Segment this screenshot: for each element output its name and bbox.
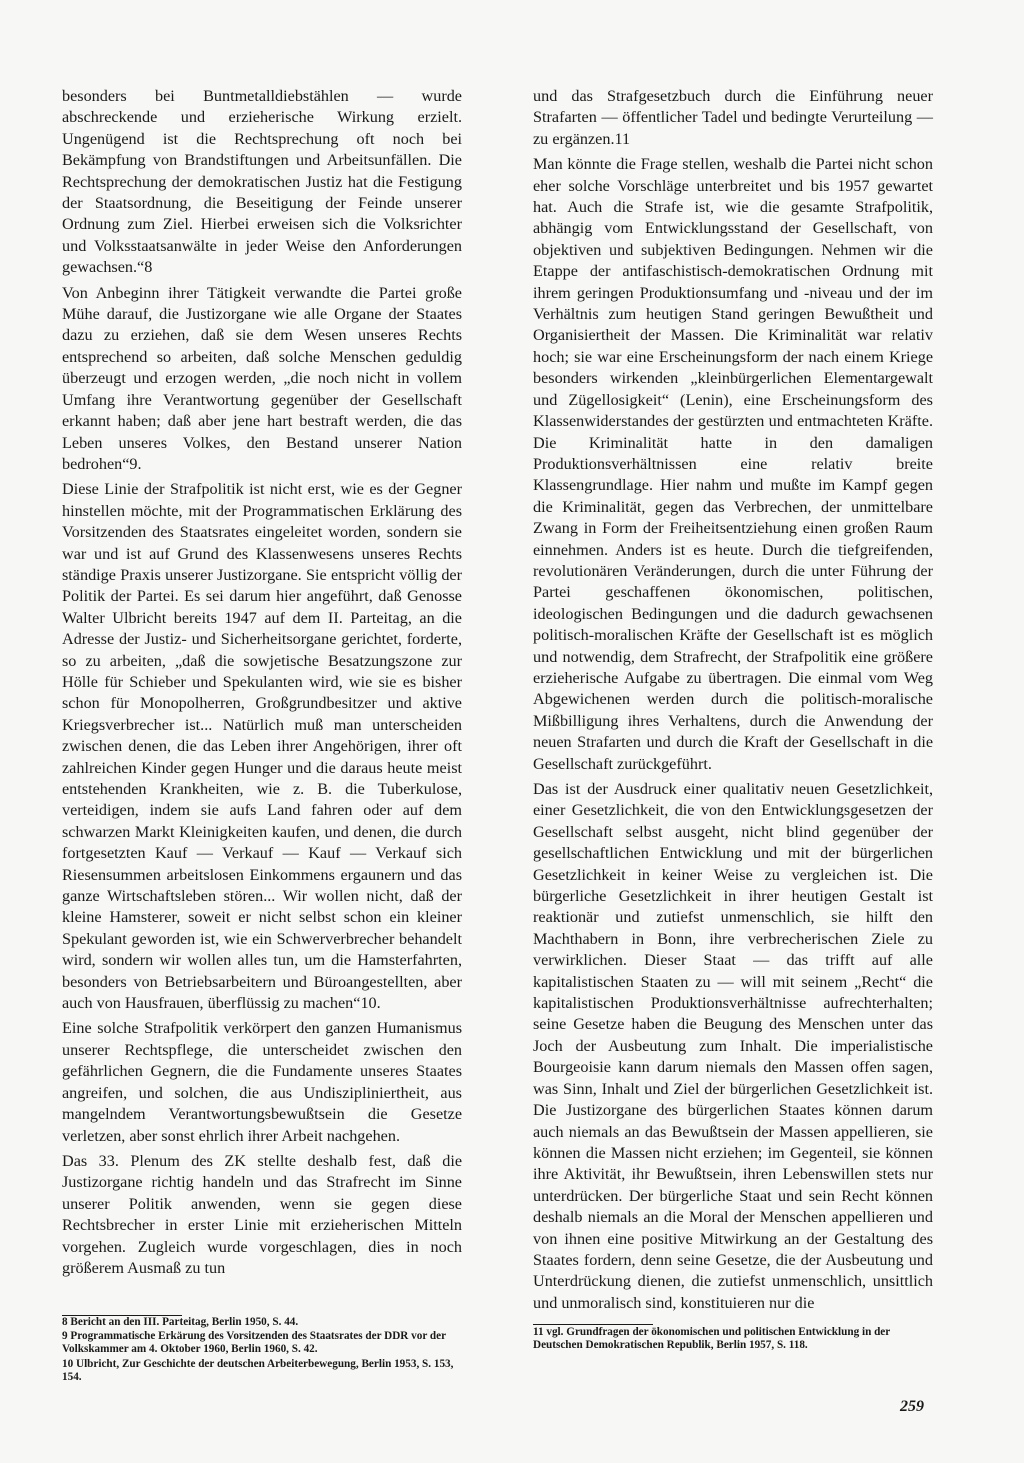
- footnotes-right: [533, 1326, 933, 1353]
- right-column: [533, 86, 933, 1352]
- paragraph: Man könnte die Frage stellen, weshalb die Partei nicht schon eher solche Vorschläge unterbreitet und bis 1957 gewartet hat. Auch die Strafe ist, wie die gesamte Strafpolitik, abhängig vom Entwicklungsstand der Gesellschaft, von objektiven und subjektiven Bedingungen. Nehmen wir die Etappe der antifaschistisch-demokratischen Ordnung mit ihrem geringen Produktionsumfang und -niveau und der im Verhältnis zum heutigen Stand geringen Bewußtheit und Organisiertheit der Massen. Die Kriminalität war relativ hoch; sie war eine Erscheinungsform der nach einem Kriege besonders wirkenden „kleinbürgerlichen Elementargewalt und Zügellosigkeit“ (Lenin), eine Erscheinungsform des Klassenwiderstandes der gestürzten und entmachteten Kräfte. Die Kriminalität hatte in den damaligen Produktionsverhältnissen eine relativ breite Klassengrundlage. Hier nahm und mußte im Kampf gegen die Kriminalität, gegen das Verbrechen, der unmittelbare Zwang in Form der Freiheitsentziehung einen großen Raum einnehmen. Anders ist es heute. Durch die tiefgreifenden, revolutionären Veränderungen, durch die unter Führung der Partei geschaffenen ökonomischen, politischen, ideologischen Bedingungen und die dadurch gewachsenen politisch-moralischen Kräfte der Gesellschaft ist es möglich und notwendig, dem Strafrecht, der Strafpolitik eine größere erzieherische Aufgabe zu übertragen. Die einmal vom Weg Abgewichenen werden durch die politisch-moralische Mißbilligung ihres Verhaltens, durch die Anwendung der neuen Strafarten und durch die Kraft der Gesellschaft in die Gesellschaft zurückgeführt.: [533, 155, 933, 773]
- footnotes-left: [62, 1316, 462, 1385]
- paragraph: Diese Linie der Strafpolitik ist nicht erst, wie es der Gegner hinstellen möchte, mit der Programmatischen Erklärung des Vorsitzenden des Staatsrates eingeleitet worden, sondern sie war und ist auf Grund des Klassenwesens unseres Rechts ständige Praxis unserer Justizorgane. Sie entspricht völlig der Politik der Partei. Es sei darum hier angeführt, daß Genosse Walter Ulbricht bereits 1947 auf dem II. Parteitag, an die Adresse der Justiz- und Sicherheitsorgane gerichtet, forderte, so zu arbeiten, „daß die sowjetische Besatzungszone zur Hölle für Schieber und Spekulanten wird, wie sie es bisher schon für Monopolherren, Großgrundbesitzer und aktive Kriegsverbrecher ist... Natürlich muß man unterscheiden zwischen denen, die das Leben ihrer Angehörigen, ihrer oft zahlreichen Kinder gegen Hunger und die daraus heute meist entstehenden Krankheiten, wie z. B. die Tuberkulose, verteidigen, indem sie aufs Land fahren oder auf dem schwarzen Markt Kleinigkeiten kaufen, und denen, die durch fortgesetzten Kauf — Verkauf — Kauf — Verkauf sich Riesensummen arbeitslosen Einkommens ergaunern und das ganze Wirtschaftsleben stören... Wir wollen nicht, daß der kleine Hamsterer, soweit er nicht selbst schon ein kleiner Spekulant geworden ist, wie ein Schwerverbrecher behandelt wird, sondern wir wollen alles tun, um die Hamsterfahrten, besonders von Betriebsarbeitern und Büroangestellten, aber auch von Hausfrauen, überflüssig zu machen“10.: [62, 480, 462, 1013]
- footnote: 8 Bericht an den III. Parteitag, Berlin 1950, S. 44.: [62, 1316, 299, 1328]
- footnote: 11 vgl. Grundfragen der ökonomischen und politischen Entwicklung in der Deutschen Demokratischen Republik, Berlin 1957, S. 118.: [533, 1326, 891, 1352]
- paragraph: und das Strafgesetzbuch durch die Einführung neuer Strafarten — öffentlicher Tadel und bedingte Verurteilung — zu ergänzen.11: [533, 87, 933, 148]
- paragraph: Von Anbeginn ihrer Tätigkeit verwandte die Partei große Mühe darauf, die Justizorgane wie alle Organe der Staates dazu zu erziehen, daß sie dem Wesen unseres Rechts entsprechend so arbeiten, daß solche Menschen geduldig überzeugt und erzogen werden, „die noch nicht in vollem Umfang ihre Verantwortung gegenüber der Gesellschaft erkannt haben; daß aber jene hart bestraft werden, die das Leben unseres Volkes, den Bestand unserer Nation bedrohen“9.: [62, 283, 462, 473]
- paragraph: Das ist der Ausdruck einer qualitativ neuen Gesetzlichkeit, einer Gesetzlichkeit, die von den Entwicklungsgesetzen der Gesellschaft selbst ausgeht, nicht blind gegenüber der gesellschaftlichen Entwicklung und mit der bürgerlichen Gesetzlichkeit in keiner Weise zu vergleichen ist. Die bürgerliche Gesetzlichkeit in ihrer heutigen Gestalt ist reaktionär und zutiefst unmenschlich, sie hilft den Machthabern in Bonn, ihre verbrecherischen Ziele zu verwirklichen. Dieser Staat — das trifft auf alle kapitalistischen Staaten zu — will mit seinem „Recht“ die kapitalistischen Produktionsverhältnisse aufrechterhalten; seine Gesetze haben die Beugung des Menschen unter das Joch der Ausbeutung zum Inhalt. Die imperialistische Bourgeoisie kann darum niemals den Massen offen sagen, was Sinn, Inhalt und Ziel der bürgerlichen Gesetzlichkeit ist. Die Justizorgane des bürgerlichen Staates können darum auch niemals an das Bewußtsein der Massen appellieren, sie können die Massen nicht erziehen; im Gegenteil, sie können ihre Aktivität, ihr Bewußtsein, ihren Lebenswillen stets nur unterdrücken. Der bürgerliche Staat und sein Recht können deshalb niemals an die Moral der Menschen appellieren und von ihnen eine positive Mitwirkung an der Gestaltung des Staates fordern, denn seine Gesetze, die der Ausbeutung und Unterdrückung dienen, die zutiefst unmenschlich, unsittlich und unmoralisch sind, konstituieren nur die: [533, 780, 933, 1312]
- footnote-divider: [533, 1324, 653, 1325]
- paragraph: besonders bei Buntmetalldiebstählen — wurde abschreckende und erzieherische Wirkung erzielt. Ungenügend ist die Rechtsprechung oft noch bei Bekämpfung von Brandstiftungen und Arbeitsunfällen. Die Rechtsprechung der demokratischen Justiz hat die Festigung der Staatsordnung, die Beseitigung der Feinde unserer Ordnung zum Ziel. Hierbei erweisen sich die Volksrichter und Volksstaatsanwälte in jeder Weise den Anforderungen gewachsen.“8: [62, 87, 462, 277]
- paragraph: Das 33. Plenum des ZK stellte deshalb fest, daß die Justizorgane richtig handeln und das Strafrecht im Sinne unserer Politik anwenden, wenn sie gegen diese Rechtsbrecher in erster Linie mit erzieherischen Mitteln vorgehen. Zugleich wurde vorgeschlagen, dies in noch größerem Ausmaß zu tun: [62, 1151, 462, 1277]
- left-column: [62, 86, 462, 1383]
- footnote: 10 Ulbricht, Zur Geschichte der deutschen Arbeiterbewegung, Berlin 1953, S. 153, 154.: [62, 1357, 454, 1383]
- paragraph: Eine solche Strafpolitik verkörpert den ganzen Humanismus unserer Rechtspflege, die unterscheidet zwischen den gefährlichen Gegnern, die die Fundamente unseres Staates angreifen, und solchen, die aus Undiszipliniertheit, aus mangelndem Verantwortungsbewußtsein die Gesetze verletzen, aber sonst ehrlich ihrer Arbeit nachgehen.: [62, 1019, 462, 1145]
- footnote: 9 Programmatische Erkärung des Vorsitzenden des Staatsrates der DDR vor der Volkskammer am 4. Oktober 1960, Berlin 1960, S. 42.: [62, 1330, 446, 1356]
- page-number: 259: [900, 1398, 924, 1415]
